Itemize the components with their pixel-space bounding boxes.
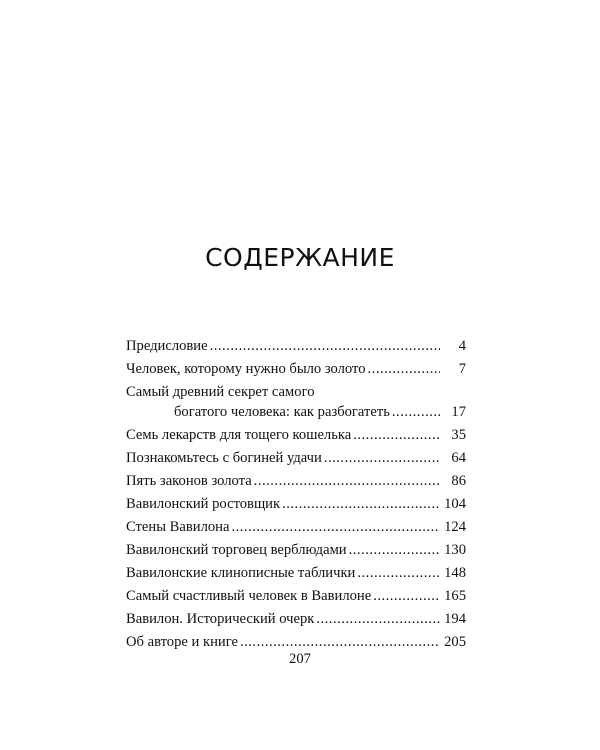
toc-entry xyxy=(126,586,466,606)
toc-entry-title-first-line: Самый древний секрет самого xyxy=(126,384,315,400)
toc-entry-page: 130 xyxy=(444,542,466,558)
toc-entry-page: 4 xyxy=(458,338,466,354)
toc-entry-page: 165 xyxy=(444,588,466,604)
toc-entry-title: Пять законов золота xyxy=(126,473,252,489)
toc-entry-title: Познакомьтесь с богиней удачи xyxy=(126,450,322,466)
toc-entry-title: Вавилонские клинописные таблички xyxy=(126,565,356,581)
page-title: СОДЕРЖАНИЕ xyxy=(205,243,395,272)
dot-leader xyxy=(349,540,440,560)
toc-entry-title: Семь лекарств для тощего кошелька xyxy=(126,427,352,443)
toc-entry-page: 104 xyxy=(444,496,466,512)
toc-entry-page: 86 xyxy=(451,473,466,489)
toc-entry xyxy=(126,382,466,422)
dot-leader xyxy=(373,586,440,606)
toc-entry-page: 7 xyxy=(458,361,466,377)
dot-leader xyxy=(324,448,440,468)
toc-entry-page: 124 xyxy=(444,519,466,535)
dot-leader xyxy=(254,471,440,491)
toc-entry-page: 17 xyxy=(451,404,466,420)
toc-entry xyxy=(126,448,466,468)
toc-entry-title: Вавилон. Исторический очерк xyxy=(126,611,315,627)
dot-leader xyxy=(231,517,440,537)
table-of-contents xyxy=(126,336,466,652)
dot-leader xyxy=(282,494,440,514)
dot-leader xyxy=(368,359,440,379)
toc-entry-title: Человек, которому нужно было золото xyxy=(126,361,366,377)
toc-entry-page: 148 xyxy=(444,565,466,581)
toc-entry-title: Предисловие xyxy=(126,338,208,354)
toc-entry xyxy=(126,517,466,537)
toc-entry-title: Вавилонский торговец верблюдами xyxy=(126,542,347,558)
toc-entry-title: Самый счастливый человек в Вавилоне xyxy=(126,588,372,604)
dot-leader xyxy=(357,563,440,583)
toc-entry xyxy=(126,336,466,356)
dot-leader xyxy=(316,609,440,629)
toc-entry-page: 35 xyxy=(451,427,466,443)
page-number: 207 xyxy=(289,651,311,667)
toc-entry-page: 194 xyxy=(444,611,466,627)
toc-entry-title: Вавилонский ростовщик xyxy=(126,496,281,512)
dot-leader xyxy=(353,425,440,445)
toc-entry-page: 64 xyxy=(451,450,466,466)
toc-entry-title: Стены Вавилона xyxy=(126,519,230,535)
toc-entry xyxy=(126,632,466,652)
toc-entry xyxy=(126,425,466,445)
toc-entry xyxy=(126,494,466,514)
toc-entry xyxy=(126,359,466,379)
dot-leader xyxy=(210,336,440,356)
toc-entry-page: 205 xyxy=(444,634,466,650)
dot-leader xyxy=(392,402,440,422)
toc-entry-title: Об авторе и книге xyxy=(126,634,238,650)
dot-leader xyxy=(240,632,440,652)
toc-entry xyxy=(126,609,466,629)
toc-entry-title: богатого человека: как разбогатеть xyxy=(174,404,390,420)
toc-entry xyxy=(126,471,466,491)
toc-entry xyxy=(126,540,466,560)
toc-entry xyxy=(126,563,466,583)
